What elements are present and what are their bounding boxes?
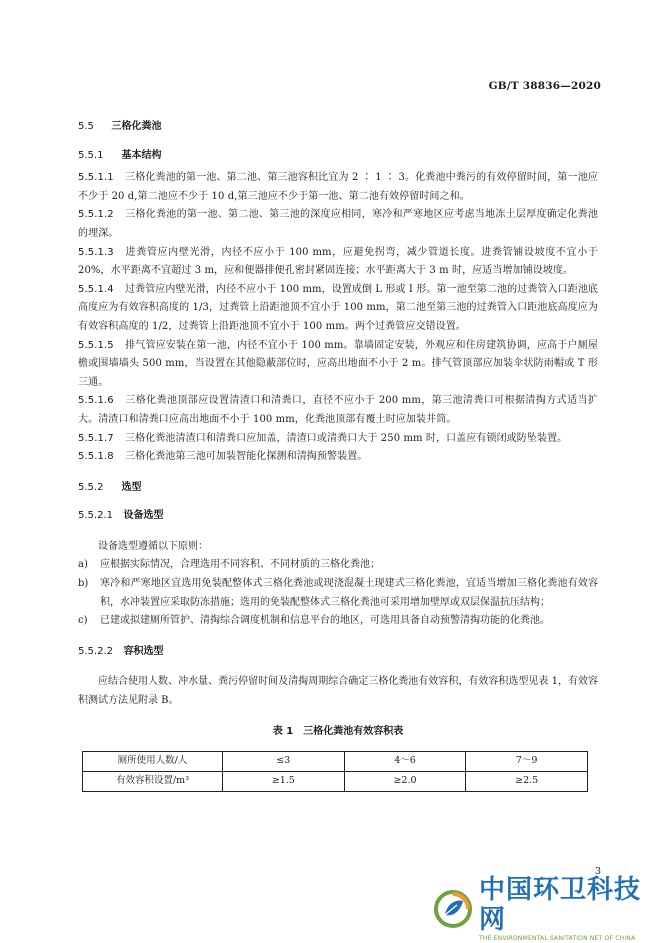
clause-heading-equipment [78,507,598,526]
clause-text: 三格化粪池的第一池、第二池、第三池的深度应相同，寒冷和严寒地区应考虑当地冻土层厚度确定化粪池的埋深。 [78,209,598,239]
clause-text: 三格化粪池顶部应设置清渣口和清粪口，直径不应小于 200 mm，第三池清粪口可根据清掏方式适当扩大。清渣口和清粪口应高出地面不小于 100 mm，化粪池顶部有覆土时应加装井筒。 [78,395,598,425]
watermark-english-name: THE ENVIRONMENTAL SANITATION NET OF CHINA [479,935,636,942]
clause-heading-title: 容积选型 [123,645,164,657]
clause-5-5-1-1 [78,169,598,206]
clause-heading-number: 5.5.2.2 [78,645,113,657]
page-number: 3 [594,866,601,877]
table-cell: ≥2.5 [466,772,588,792]
list-item-text: 已建或拟建厕所管护、清掏综合调度机制和信息平台的地区，可选用具备自动预警清掏功能的化粪池。 [100,615,550,627]
list-marker: b) [78,578,89,590]
subsection-title: 选型 [121,481,142,493]
equipment-intro: 设备选型遵循以下原则： [98,540,208,552]
clause-text: 三格化粪池第三池可加装智能化探测和清掏预警装置。 [125,451,368,463]
table-cell: ≤3 [223,752,345,772]
document-body [78,118,598,792]
clause-number: 5.5.1.2 [78,209,114,221]
list-item-text: 应根据实际情况，合理选用不同容积、不同材质的三格化粪池； [100,559,380,571]
clause-number: 5.5.1.8 [78,451,114,463]
list-item [78,556,598,575]
subsection-number: 5.5.1 [78,149,104,161]
table-title: 表 1 三格化粪池有效容积表 [272,725,404,737]
clause-text: 排气管应安装在第一池，内径不宜小于 100 mm。靠墙固定安装，外观应和住房建筑协调，应高于户厕屋檐或围墙墙头 500 mm，当设置在其他隐蔽部位时，应高出地面不小于 2 m。排气管顶部应加装伞状防雨帽或 T 形三通。 [78,339,598,388]
clause-text: 三格化粪池清渣口和清粪口应加盖，清渣口或清粪口大于 250 mm 时，口盖应有锁闭或防坠装置。 [125,432,568,444]
subsection-title: 基本结构 [121,149,162,161]
clause-text: 三格化粪池的第一池、第二池、第三池容积比宜为 2 ∶ 1 ∶ 3。化粪池中粪污的有效停留时间，第一池应不少于 20 d,第二池应不少于 10 d,第三池应不少于第一池、第二池有效停留时间之和。 [78,172,598,202]
clause-heading-number: 5.5.2.1 [78,510,113,522]
list-marker: a) [78,559,88,571]
section-number: 5.5 [78,121,94,132]
table-row [83,772,588,792]
subsection-heading-selection [78,479,598,498]
list-marker: c) [78,615,88,627]
standard-code: GB/T 38836—2020 [488,80,601,92]
clause-number: 5.5.1.7 [78,432,114,444]
section-heading [78,118,598,137]
table-row-header: 厕所使用人数/人 [83,752,223,772]
clause-heading-capacity [78,643,598,662]
clause-5-5-1-8 [78,448,598,467]
clause-text: 过粪管应内壁光滑，内径不应小于 100 mm，设置成倒 L 形或 I 形。第一池至第二池的过粪管入口距池底高度应为有效容积高度的 1/3，过粪管上沿距池顶不宜小于 100 mm，第二池至第三池的过粪管入口距池底高度应为有效容积高度的 1/2，过粪管上沿距池顶不宜小于 100 mm。两个过粪管应交错设置。 [78,283,599,332]
table-cell: 7～9 [466,752,588,772]
watermark-chinese-name: 中国环卫科技网 [479,875,642,935]
table-row-header: 有效容积设置/m³ [83,772,223,792]
section-title: 三格化粪池 [111,121,162,132]
list-item [78,612,598,631]
list-item-text: 寒冷和严寒地区宜选用免装配整体式三格化粪池或现浇混凝土现建式三格化粪池，宜适当增加三格化粪池有效容积，水冲装置应采取防冻措施；选用的免装配整体式三格化粪池可采用增加壁厚或双层保温抗压结构； [100,578,598,608]
table-cell: 4～6 [344,752,466,772]
subsection-heading-basic [78,147,598,166]
clause-number: 5.5.1.3 [78,246,114,258]
leaf-logo-icon [433,889,473,929]
clause-number: 5.5.1.4 [78,283,114,295]
clause-5-5-1-2 [78,206,598,243]
watermark-text [479,875,655,943]
capacity-table [82,751,588,792]
list-item [78,575,598,612]
clause-heading-title: 设备选型 [123,510,164,522]
clause-5-5-1-6 [78,392,598,429]
clause-5-5-1-5 [78,337,598,393]
site-watermark [433,875,655,942]
clause-number: 5.5.1.1 [78,172,114,184]
clause-5-5-1-4 [78,281,598,337]
table-cell: ≥1.5 [223,772,345,792]
clause-number: 5.5.1.6 [78,395,114,407]
clause-number: 5.5.1.5 [78,339,114,351]
clause-5-5-1-7 [78,430,598,449]
capacity-paragraph: 应结合使用人数、冲水量、粪污停留时间及清掏周期综合确定三格化粪池有效容积，有效容积选型见表 1，有效容积测试方法见附录 B。 [78,676,598,707]
table-row [83,752,588,772]
table-cell: ≥2.0 [344,772,466,792]
clause-text: 进粪管应内壁光滑，内径不应小于 100 mm，应避免拐弯，减少管道长度。进粪管铺设坡度不宜小于 20%，水平距离不宜超过 3 m，应和便器排便孔密封紧固连接；水平距离大于 3 m 时，应适当增加铺设坡度。 [78,246,598,277]
clause-5-5-1-3 [78,244,598,281]
subsection-number: 5.5.2 [78,481,104,493]
